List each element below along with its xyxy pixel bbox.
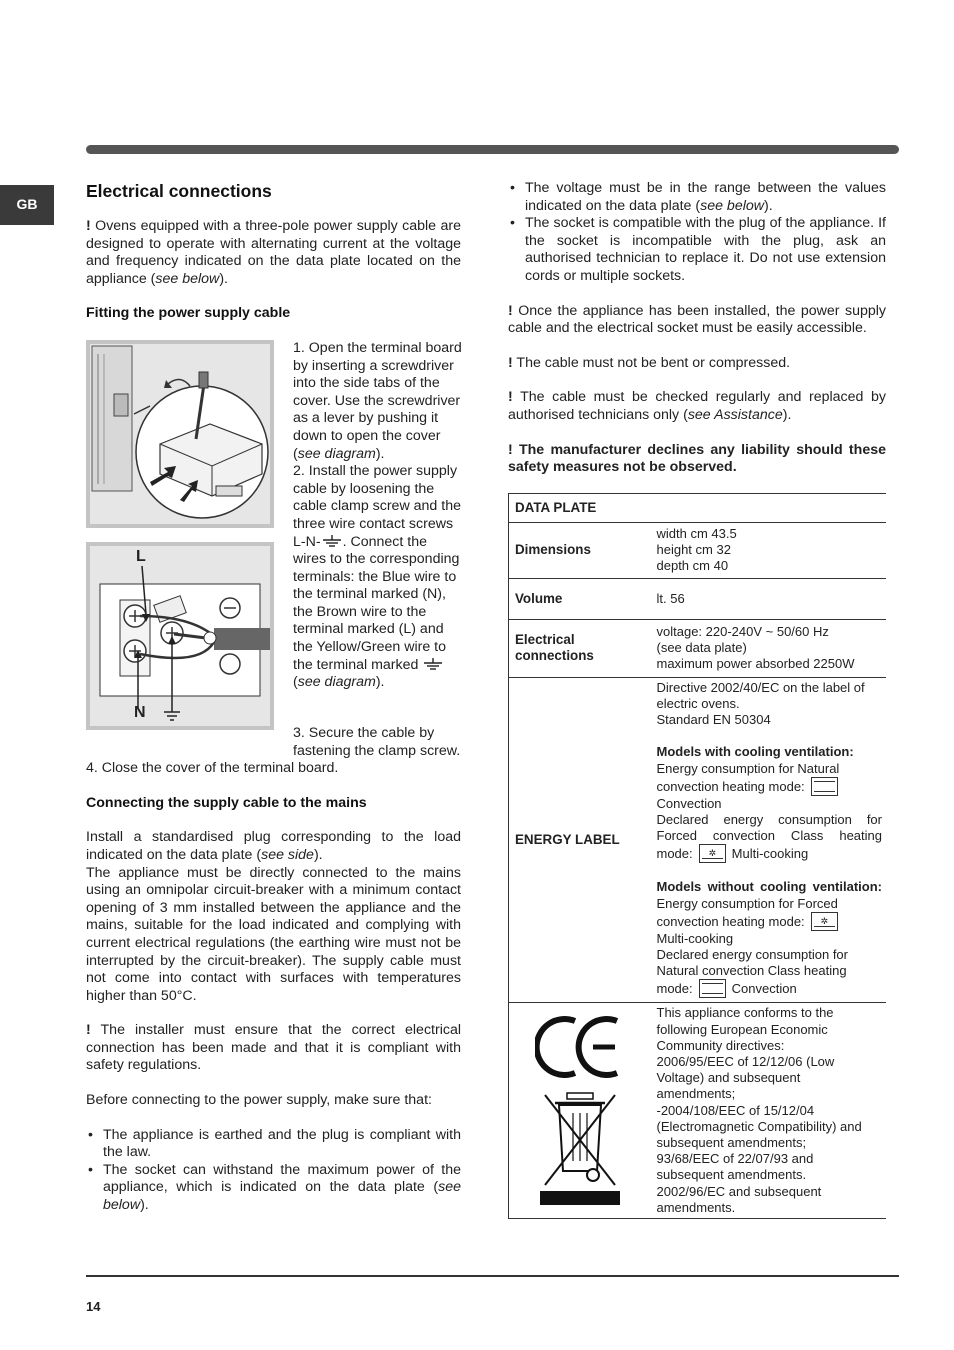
data-plate-table	[508, 493, 886, 1219]
mains-paragraph: Install a standardised plug corresponding to the load indicated on the data plate (see side). The appliance must be directly connected to the mains using an omnipolar circuit-breaker with a minimum contact opening of 3 mm installed between the appliance and the mains, suitable for the load indicated and complying with current electrical regulations (the earthing wire must not be interrupted by the circuit-breaker). The supply cable must not come into contact with surfaces with temperatures higher than 50°C.	[86, 829, 461, 1004]
before-text: Before connecting to the power supply, make sure that:	[86, 1092, 432, 1109]
bottom-rule	[86, 1275, 899, 1277]
fitting-section	[86, 340, 461, 770]
fitting-steps: 1. Open the terminal board by inserting a screwdriver into the side tabs of the cover. Use the screwdriver as a lever by pushing it down to open the cover (see diagram). 2. Install the power supply cable by loosening the cable clamp screw and the three wire contact screws L-N- . Connect the wires to the corresponding terminals: the Blue wire to the terminal marked (N), the Brown wire to the terminal marked (L) and the Yellow/Green wire to the terminal marked (see diagram).	[293, 339, 462, 691]
table-head: DATA PLATE	[509, 493, 651, 522]
table-row: Dimensions width cm 43.5 height cm 32 depth cm 40	[509, 522, 887, 578]
convection-mode-icon	[699, 979, 726, 998]
earth-icon	[422, 658, 444, 670]
ce-mark-and-weee-icon	[535, 1011, 625, 1206]
right-column	[508, 180, 886, 1219]
convection-mode-icon	[811, 777, 838, 796]
fitting-heading: Fitting the power supply cable	[86, 305, 291, 322]
multi-cooking-mode-icon: ✲	[811, 912, 838, 931]
fitting-tail: 3. Secure the cable by fastening the clamp screw. 4. Close the cover of the terminal board.	[86, 724, 461, 777]
list-item: • The socket is compatible with the plug of the appliance. If the socket is incompatible with the plug, ask an authorised technician to replace it. Do not use extension cords or multiple sockets.	[508, 215, 886, 285]
language-tab: GB	[0, 185, 54, 225]
table-row: This appliance conforms to the following European Economic Community directives: 2006/95/EEC of 12/12/06 (Low Voltage) and subsequent amendments; -2004/108/EEC of 15/12/04 (Electromagnetic Compatibility) and subsequent amendments; 93/68/EEC of 22/07/93 and subsequent amendments. 2002/96/EC and subsequent amendments.	[509, 1003, 887, 1219]
checklist-left	[86, 1127, 461, 1215]
list-item: • The appliance is earthed and the plug is compliant with the law.	[86, 1127, 461, 1162]
label-N: N	[134, 703, 146, 721]
terminal-wiring-diagram	[86, 542, 274, 730]
table-row: ENERGY LABEL Directive 2002/40/EC on the label of electric ovens. Standard EN 50304 Models with cooling ventilation: Energy consumption for Natural convection heating mode: Convection Declared energy consumption for Forced convection Class heating mode: ✲ Multi-cooking Models without cooling ventilation: Energy consumption for Forced convection heating mode: ✲ Multi-cooking Declared energy consumption for Natural convection Class heating mode: Convection	[509, 677, 887, 1003]
label-L: L	[136, 547, 146, 565]
terminal-wiring-illustration	[90, 546, 270, 726]
intro-paragraph: ! Ovens equipped with a three-pole power supply cable are designed to operate with alternating current at the voltage and frequency indicated on the data plate located on the appliance (see below).	[86, 218, 461, 287]
liability-warning: ! The manufacturer declines any liability should these safety measures not be observed.	[508, 441, 886, 476]
list-item: • The socket can withstand the maximum power of the appliance, which is indicated on the data plate (see below).	[86, 1162, 461, 1215]
terminal-cover-diagram	[86, 340, 274, 528]
table-row: Electrical connections voltage: 220-240V ~ 50/60 Hz (see data plate) maximum power absorbed 2250W	[509, 619, 887, 677]
earth-icon	[321, 535, 343, 547]
installer-note: ! The installer must ensure that the correct electrical connection has been made and that it is compliant with safety regulations.	[86, 1022, 461, 1074]
note-bent: ! The cable must not be bent or compressed.	[508, 354, 791, 371]
top-rule	[86, 145, 899, 154]
checklist-right	[508, 180, 886, 286]
terminal-cover-illustration	[90, 344, 270, 524]
note-accessible: ! Once the appliance has been installed, the power supply cable and the electrical socket must be easily accessible.	[508, 302, 886, 337]
list-item: • The voltage must be in the range between the values indicated on the data plate (see below).	[508, 180, 886, 215]
mains-heading: Connecting the supply cable to the mains	[86, 794, 367, 811]
multi-cooking-mode-icon: ✲	[699, 844, 726, 863]
page-title: Electrical connections	[86, 181, 272, 201]
table-row: Volume lt. 56	[509, 578, 887, 619]
page-number: 14	[86, 1299, 101, 1314]
left-column	[86, 180, 461, 1232]
note-check: ! The cable must be checked regularly and replaced by authorised technicians only (see Assistance).	[508, 389, 886, 423]
table-row	[509, 493, 887, 522]
